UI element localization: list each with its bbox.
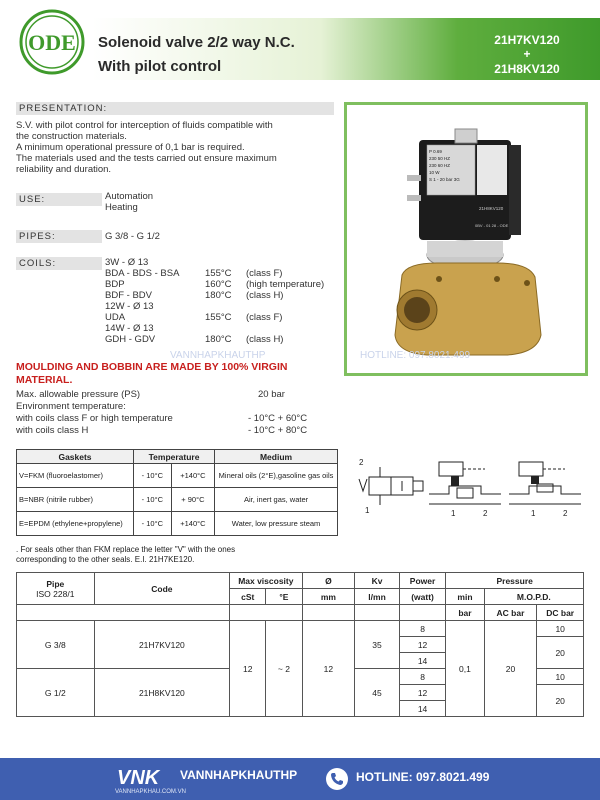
coils-list: 3W - Ø 13 BDA - BDS - BSA 155°C (class F) BDP 160°C (high temperature) BDF - BDV 180°C (class H) 12W - Ø 13 UDA 155°C (class F) 14W - Ø 13 GDH - GDV 180°C (class H) xyxy=(105,257,325,345)
table-row: G 3/8 21H7KV120 12 ~ 2 12 35 8 0,1 20 10 xyxy=(17,621,584,637)
moulding-note-line2: MATERIAL. xyxy=(16,374,73,386)
watermark-left: VANNHAPKHAUTHP xyxy=(170,350,266,361)
table-row: E=EPDM (ethylene+propylene) - 10°C +140°C Water, low pressure steam xyxy=(17,512,338,536)
svg-text:1: 1 xyxy=(451,509,456,518)
use-values: Automation Heating xyxy=(105,191,154,213)
seal-note: . For seals other than FKM replace the letter "V" with the ones corresponding to the other seals. E.I. 21H7KE120. xyxy=(16,545,236,564)
table-row: B=NBR (nitrile rubber) - 10°C + 90°C Air, inert gas, water xyxy=(17,488,338,512)
gaskets-table xyxy=(16,449,338,536)
svg-text:10 W: 10 W xyxy=(429,170,440,175)
pipes-value: G 3/8 - G 1/2 xyxy=(105,231,160,242)
footer-bar xyxy=(0,758,600,800)
table-row: 14 xyxy=(17,701,584,717)
coils-label: COILS: xyxy=(16,257,102,270)
svg-text:S 1 - 20 bar 3G: S 1 - 20 bar 3G xyxy=(429,177,460,182)
table-row: G 1/2 21H8KV120 45 8 10 xyxy=(17,669,584,685)
viscosity-header: Max viscosity xyxy=(230,573,302,589)
gaskets-header: Gaskets xyxy=(17,450,134,464)
svg-text:P 0.69: P 0.69 xyxy=(429,149,442,154)
product-photo xyxy=(344,102,588,376)
pipe-header: Pipe ISO 228/1 xyxy=(17,573,95,605)
footer-hotline[interactable]: HOTLINE: 097.8021.499 xyxy=(356,770,490,784)
table-row: 14 xyxy=(17,653,584,669)
temperature-header: Temperature xyxy=(134,450,215,464)
medium-header: Medium xyxy=(215,450,338,464)
coil-f-temp-label: with coils class F or high temperature xyxy=(16,413,173,424)
valve-diagram-open xyxy=(505,458,585,523)
page-title: Solenoid valve 2/2 way N.C. xyxy=(98,34,295,51)
spec-table: Pipe ISO 228/1 Code Max viscosity Ø Kv Power Pressure cSt °E mm l/mn (watt) min M.O.P.D. bar AC bar DC bar G 3/8 21H7KV120 12 ~ 2 12 35 8 0,1 20 10 12 20 14 G 1/2 21H8KV120 45 8 10 12 20 14 xyxy=(16,572,584,717)
valve-diagram-closed xyxy=(425,458,505,523)
phone-icon[interactable] xyxy=(326,768,348,790)
kv-header: Kv xyxy=(355,573,399,589)
svg-text:21H8KV120: 21H8KV120 xyxy=(479,206,504,211)
watermark-right: HOTLINE: 097.8021.499 xyxy=(360,350,471,361)
svg-text:230 60 HZ: 230 60 HZ xyxy=(429,163,451,168)
pressure-label: Max. allowable pressure (PS) xyxy=(16,389,141,400)
svg-text:0BV - 01 28 - ODE: 0BV - 01 28 - ODE xyxy=(475,223,509,228)
footer-brand-sub: VANNHAPKHAU.COM.VN xyxy=(115,789,186,795)
svg-text:1: 1 xyxy=(365,506,370,515)
model-plus: + xyxy=(523,47,531,61)
pressure-header: Pressure xyxy=(446,573,584,589)
svg-text:VNK: VNK xyxy=(117,767,160,789)
vnk-logo xyxy=(115,764,175,788)
svg-text:1: 1 xyxy=(531,509,536,518)
ode-logo xyxy=(18,8,86,76)
code-header: Code xyxy=(94,573,230,605)
svg-text:230 50 HZ: 230 50 HZ xyxy=(429,156,451,161)
table-row: 12 20 xyxy=(17,637,584,653)
model-code-2: 21H8KV120 xyxy=(494,62,560,76)
presentation-label: PRESENTATION: xyxy=(16,102,334,115)
table-row: 12 20 xyxy=(17,685,584,701)
svg-text:ODE: ODE xyxy=(28,30,76,55)
svg-text:2: 2 xyxy=(483,509,488,518)
table-row: V=FKM (fluoroelastomer) - 10°C +140°C Mineral oils (2°E),gasoline gas oils xyxy=(17,464,338,488)
use-label: USE: xyxy=(16,193,102,206)
footer-brand: VANNHAPKHAUTHP xyxy=(180,768,298,782)
coil-h-temp-value: - 10°C + 80°C xyxy=(248,425,308,436)
coil-h-temp-label: with coils class H xyxy=(16,425,89,436)
diameter-header: Ø xyxy=(302,573,355,589)
pipes-label: PIPES: xyxy=(16,230,102,243)
valve-symbol xyxy=(345,455,425,520)
power-header: Power xyxy=(399,573,446,589)
svg-text:2: 2 xyxy=(563,509,568,518)
presentation-text: S.V. with pilot control for interception of fluids compatible with the construction materials. A minimum operational pressure of 0,1 bar is required. The materials used and the tests carried out ensure maximum reliability and duration. xyxy=(16,120,277,175)
svg-text:2: 2 xyxy=(359,458,364,467)
coil-f-temp-value: - 10°C + 60°C xyxy=(248,413,308,424)
moulding-note-line1: MOULDING AND BOBBIN ARE MADE BY 100% VIRGIN xyxy=(16,361,288,373)
page-subtitle: With pilot control xyxy=(98,58,222,75)
pressure-value: 20 bar xyxy=(258,389,285,400)
model-code-1: 21H7KV120 xyxy=(494,33,560,47)
env-temp-label: Environment temperature: xyxy=(16,401,126,412)
